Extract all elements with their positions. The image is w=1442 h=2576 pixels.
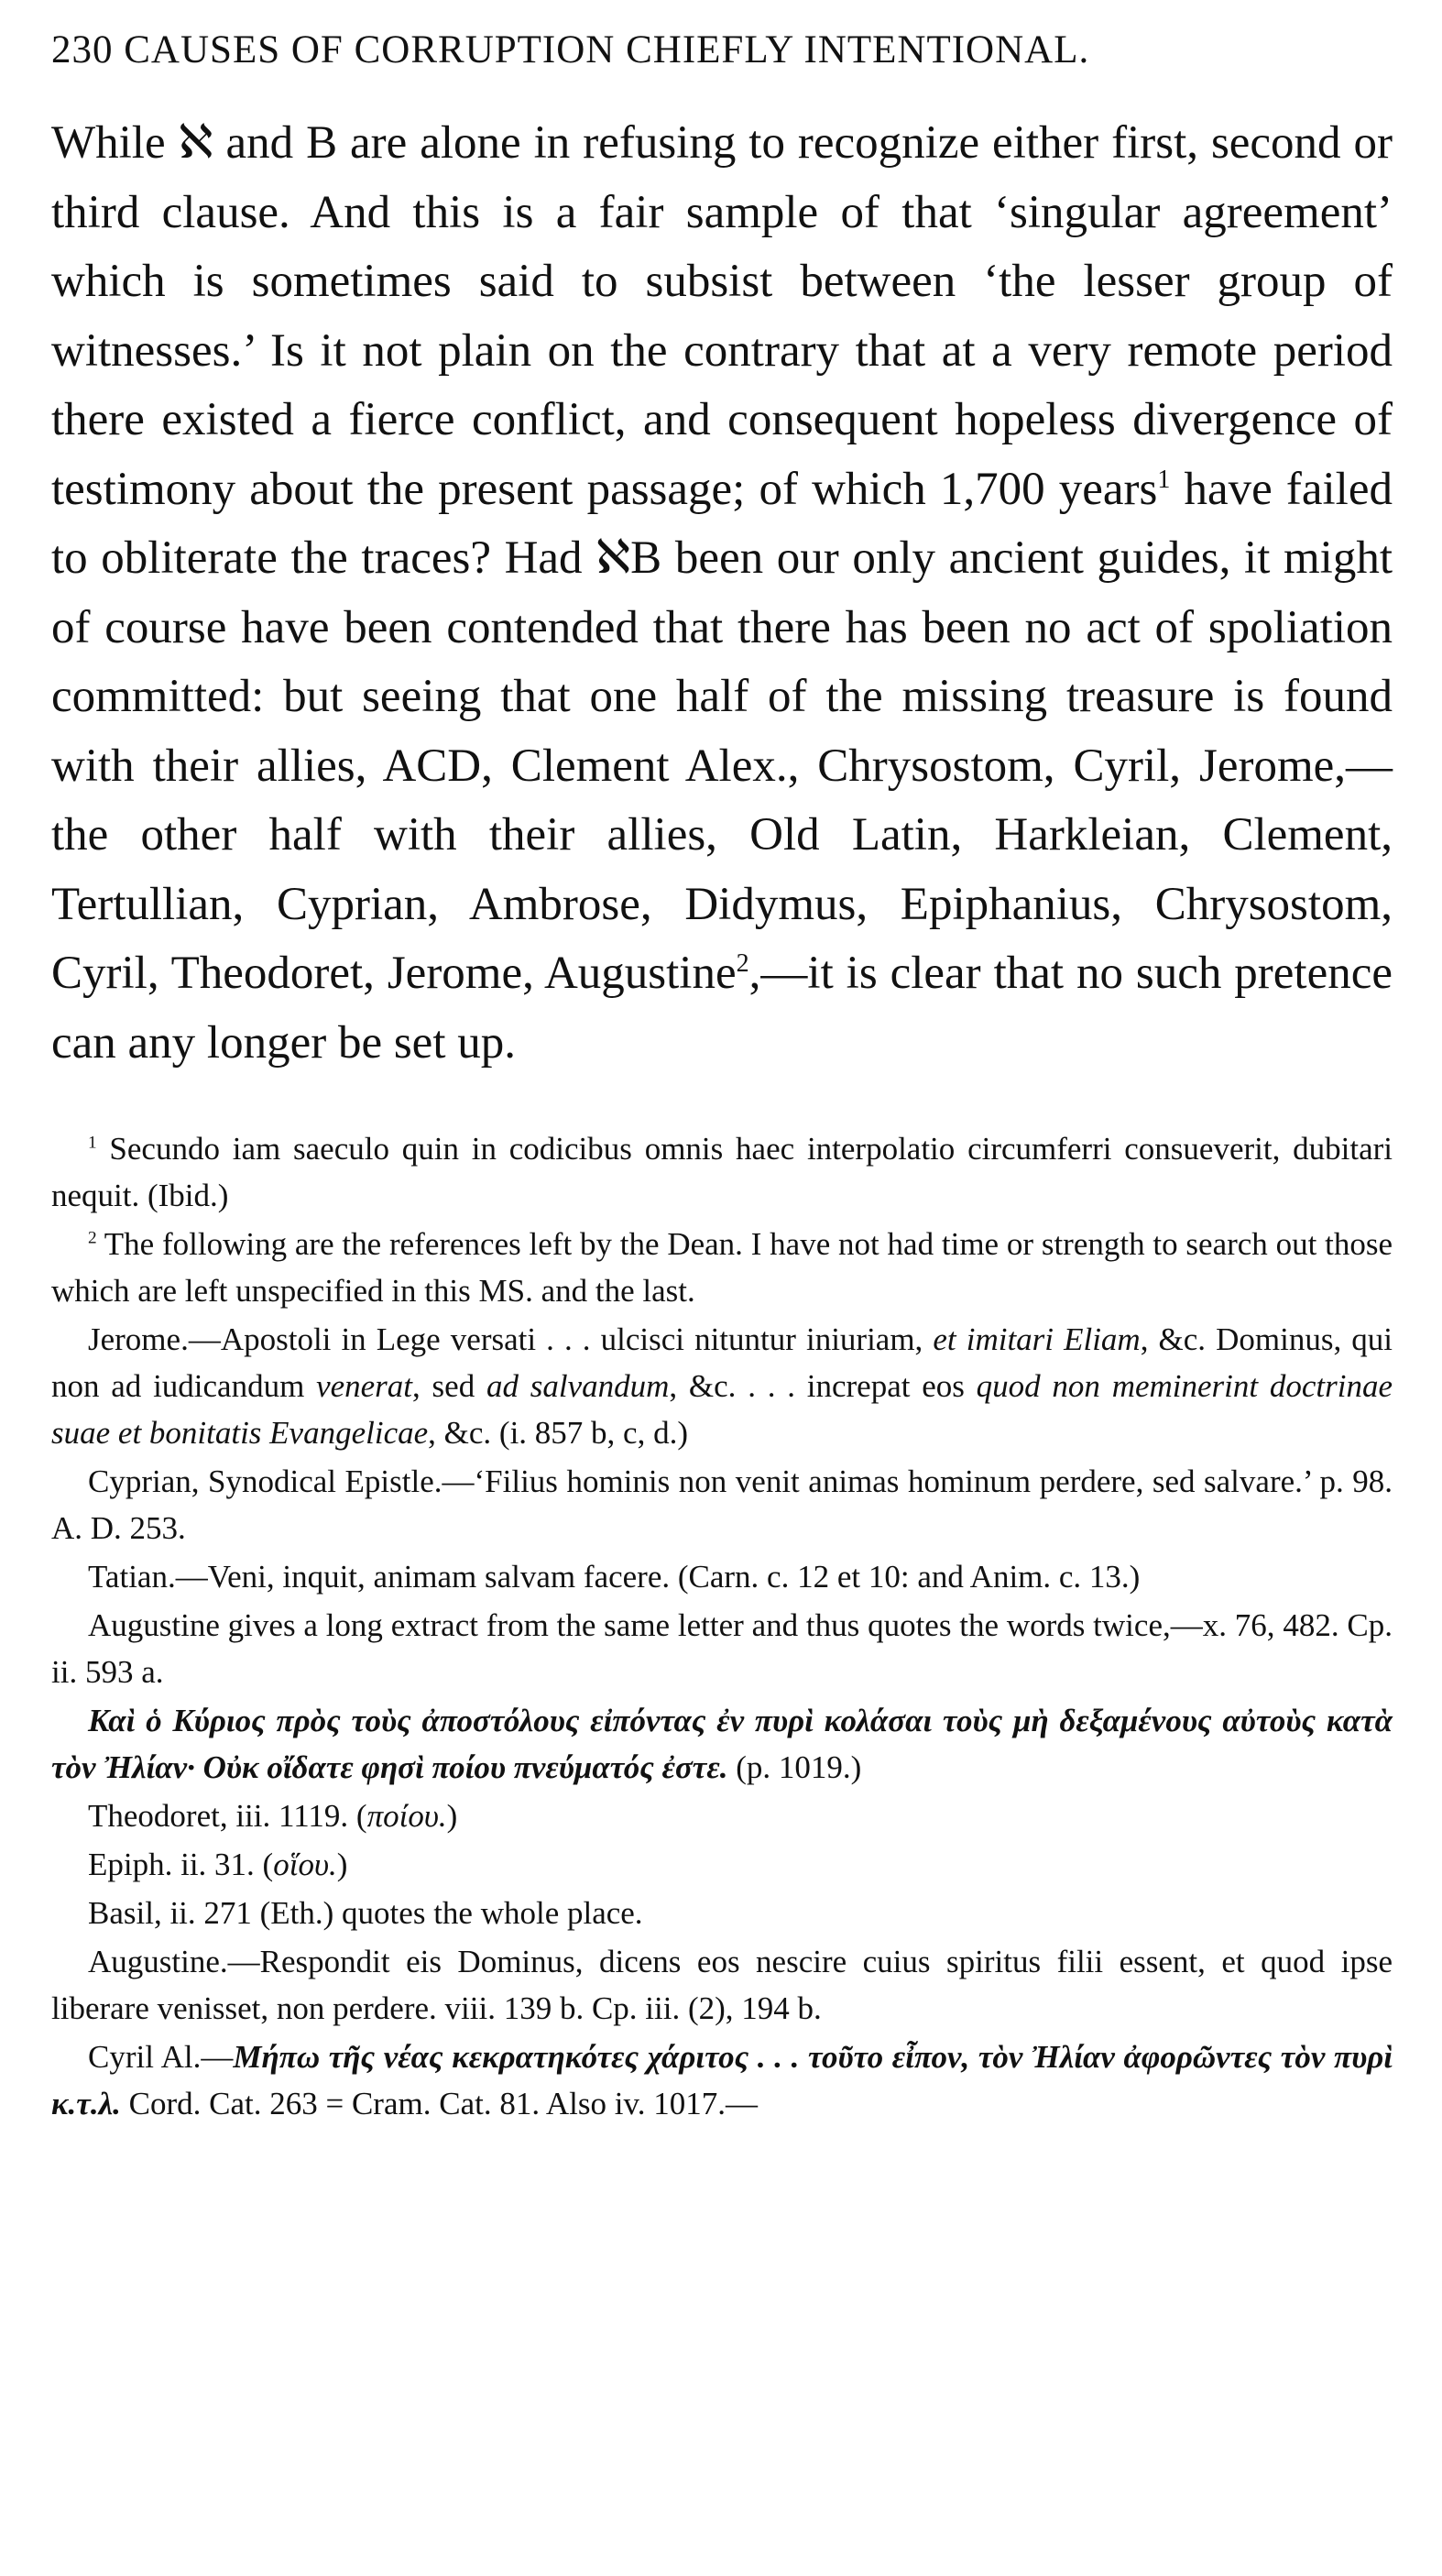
reference-theodoret: Theodoret, iii. 1119. (ποίου.): [88, 1798, 458, 1834]
reference-cyprian: Cyprian, Synodical Epistle.—‘Filius hominis non venit animas hominum perdere, sed salvare.’ p. 98. A. D. 253.: [51, 1463, 1393, 1546]
reference-cyril: Cyril Al.—Μήπω τῆς νέας κεκρατηκότες χάριτος . . . τοῦτο εἶπον, τὸν Ἠλίαν ἀφορῶντες τὸν πυρὶ κ.τ.λ. Cord. Cat. 263 = Cram. Cat. 81. Also iv. 1017.—: [51, 2039, 1393, 2121]
main-paragraph: While ℵ and B are alone in refusing to recognize either first, second or third clause. And this is a fair sample of that ‘singular agreement’ which is sometimes said to subsist between ‘the lesser group of witnesses.’ Is it not plain on the contrary that at a very remote period there existed a fierce conflict, and consequent hopeless divergence of testimony about the present passage; of which 1,700 years$^1$ have failed to obliterate the traces? Had ℵB been our only ancient guides, it might of course have been contended that there has been no act of spoliation committed: but seeing that one half of the missing treasure is found with their allies, ACD, Clement Alex., Chrysostom, Cyril, Jerome,—the other half with their allies, Old Latin, Harkleian, Clement, Tertullian, Cyprian, Ambrose, Didymus, Epiphanius, Chrysostom, Cyril, Theodoret, Jerome, Augustine$^2$,—it is clear that no such pretence can any longer be set up.: [51, 117, 1393, 1069]
reference-epiphanius: Epiph. ii. 31. (οἵου.): [88, 1847, 348, 1882]
footnote-ref-1: 1: [1157, 465, 1171, 494]
reference-greek-quote: Καὶ ὁ Κύριος πρὸς τοὺς ἀποστόλους εἰπόντας ἐν πυρὶ κολάσαι τοὺς μὴ δεξαμένους αὐτοὺς κατὰ τὸν Ἠλίαν· Οὐκ οἴδατε φησὶ ποίου πνεύματός ἐστε. (p. 1019.): [51, 1703, 1393, 1785]
running-header: [51, 27, 1393, 72]
footnote-2: $^2$ The following are the references left by the Dean. I have not had time or strength to search out those which are left unspecified in this MS. and the last.: [51, 1226, 1393, 1309]
running-title: CAUSES OF CORRUPTION CHIEFLY INTENTIONAL.: [124, 28, 1090, 71]
footnote-ref-2: 2: [736, 949, 749, 978]
reference-augustine-letter: Augustine gives a long extract from the same letter and thus quotes the words twice,—x. 76, 482. Cp. ii. 593 a.: [51, 1607, 1393, 1690]
page-number: 230: [51, 28, 114, 71]
reference-augustine: Augustine.—Respondit eis Dominus, dicens eos nescire cuius spiritus filii essent, et quod ipse liberare venisset, non perdere. viii. 139 b. Cp. iii. (2), 194 b.: [51, 1944, 1393, 2026]
reference-jerome: Jerome.—Apostoli in Lege versati . . . ulcisci nituntur iniuriam, et imitari Eliam, &c. Dominus, qui non ad iudicandum venerat, sed ad salvandum, &c. . . . increpat eos quod non meminerint doctrinae suae et bonitatis Evangelicae, &c. (i. 857 b, c, d.): [51, 1321, 1393, 1451]
reference-tatian: Tatian.—Veni, inquit, animam salvam facere. (Carn. c. 12 et 10: and Anim. c. 13.): [88, 1559, 1141, 1595]
reference-basil: Basil, ii. 271 (Eth.) quotes the whole place.: [88, 1895, 643, 1931]
footnote-1: $^1$ Secundo iam saeculo quin in codicibus omnis haec interpolatio circumferri consueverit, dubitari nequit. (Ibid.): [51, 1131, 1393, 1213]
footnotes: [51, 1125, 1393, 2127]
